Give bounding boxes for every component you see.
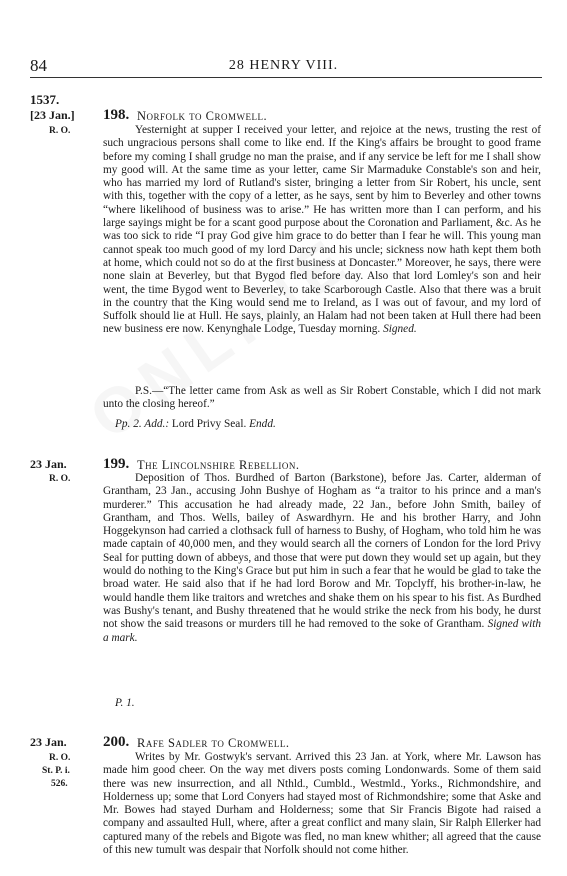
entry-200-source-state-papers: St. P. i. — [42, 766, 70, 776]
header-rule — [30, 77, 542, 78]
entry-200-source-page: 526. — [51, 779, 68, 789]
entry-199-pages: P. 1. — [115, 697, 135, 709]
entry-199-date: 23 Jan. — [30, 457, 67, 471]
running-head: 28 HENRY VIII. — [228, 58, 339, 73]
entry-198-add-label: Add.: — [144, 418, 170, 430]
entry-198-body-text: Yesternight at supper I received your letter, and rejoice at the news, trusting the rest of such ungracious persons shall come to like end. If the King's affairs be brought to good frame before my coming I shall grudge no man the praise, and if any service be left for me I shall show my good will. At the same time as your letter, came Sir Marmaduke Constable's son and heir, who has married my lord of Rutland's sister, bringing a letter from Sir Robert, his uncle, sent with this, together with the copy of a letter, as he says, sent by him to Beverley and other towns “where likelihood of business was to arise.” He has written more than I can perform, and his large sayings might be for a scant good purpose about the Coronation and Parliament, &c. As he was too sick to ride “I pray God give him grace to do better than I fear he will. This young man cannot speak too much good of my lord Darcy and his uncle; sickness now hath kept them both at home, which could not so do at the first business at Doncaster.” Moreover, he says, there were none slain at Beverley, but that Bygod fled before day. Also that lord Lomley's son and heir went, the time Bygod went to Beverley, to take Scarborough Castle. Also that there was a bruit in the country that the King would send me to Ireland, as I was out of favour, and my lord of Suffolk should lie at Hull. He says, plainly, an Halam had not been taken at Hull there had been new business ere now. Kenynghale Lodge, Tuesday morning. — [103, 124, 541, 336]
entry-198-source: R. O. — [49, 126, 71, 136]
entry-199-body — [103, 472, 541, 645]
year-margin: 1537. — [30, 92, 60, 107]
entry-200-body: Writes by Mr. Gostwyk's servant. Arrived this 23 Jan. at York, where Mr. Lawson has made him good cheer. On the way met divers posts coming Londonwards. Some of them said there was new insurrection, and all Nthld., Cumbld., Westmld., Yorks., Richmondshire, and Holderness up; some that Lord Conyers had stayed most of Richmondshire; some that Aske and Mr. Bowes had stayed Durham and Holderness; some that Sir Francis Bigote had raised a company and assaulted Hull, where, after a great conflict and many slain, Sir Ralph Ellerker had captured many of the rebels and Bigote was fled, no man knew whither; all agreed that the cause of this new tumult was despair that Norfolk should not come hither. — [103, 751, 541, 857]
entry-198-date: [23 Jan.] — [30, 108, 75, 122]
entry-200-source: R. O. — [49, 753, 71, 763]
entry-200-number: 200. — [103, 734, 130, 750]
page-number: 84 — [30, 56, 47, 75]
entry-199-signed: Signed with a mark. — [103, 618, 541, 644]
entry-199-title: The Lincolnshire Rebellion. — [137, 458, 300, 472]
entry-199-reference — [115, 697, 135, 709]
entry-200-date: 23 Jan. — [30, 735, 67, 749]
entry-198-postscript: P.S.—“The letter came from Ask as well as Sir Robert Constable, which I did not mark unto the closing hereof.” — [103, 385, 541, 411]
entry-198-endorsed: Endd. — [249, 418, 276, 430]
entry-199-number: 199. — [103, 456, 130, 472]
entry-198-title: Norfolk to Cromwell. — [137, 109, 268, 123]
entry-200-title: Rafe Sadler to Cromwell. — [137, 736, 290, 750]
entry-198-addressee: Lord Privy Seal. — [171, 418, 247, 430]
entry-198-reference — [115, 418, 276, 430]
entry-198-signed: Signed. — [383, 323, 417, 336]
entry-199-body-text: Deposition of Thos. Burdhed of Barton (Barkstone), before Jas. Carter, alderman of Grantham, 23 Jan., accusing John Bushye of Hogham as “a traitor to his prince and a man's murderer.” This accusation he had already made, 22 Jan., before John Smith, bailey of Grantham, and Thos. Wells, bailey of Aswardhyrn. He and his brother Harry, and John Hoggekynson had carried a clothsack full of harness to Bushy, of Hogham, who told him he was made captain of 40,000 men, and they would search all the corners of London for the lord Privy Seal for putting down of abbeys, and those that were put down they would set up again, but they would do nothing to the King's Grace but put him in such a fear that he would be glad to take the broad water. He said also that if he had lord Borow and Mr. Topclyff, his brother-in-law, he would handle them like traitors and wretches and shake them on his spear to his fist. As Burdhed was Bushy's tenant, and Bushy threatened that he would strike the neck from his body, he durst not show the said treasons or murders till he had removed to the soke of Grantham. — [103, 472, 541, 631]
entry-199-source: R. O. — [49, 474, 71, 484]
entry-198-body — [103, 124, 541, 337]
entry-198-pages: Pp. 2. — [115, 418, 142, 430]
entry-198-number: 198. — [103, 107, 130, 123]
